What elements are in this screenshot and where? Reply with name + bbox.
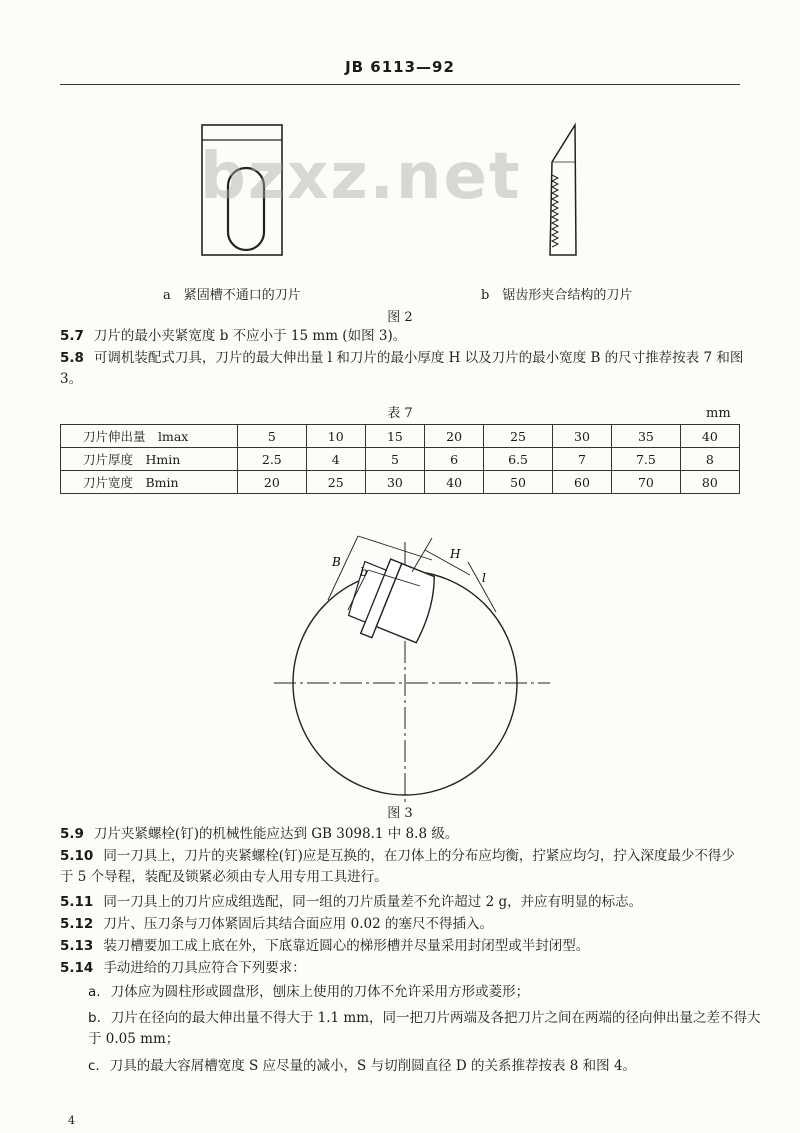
label-B: B — [332, 555, 341, 569]
clause-number: 5.12 — [60, 916, 94, 932]
table-cell: 5 — [238, 425, 307, 448]
label-H: H — [450, 547, 461, 561]
table-cell: 7 — [552, 448, 611, 471]
table-row — [61, 471, 740, 494]
clause-text: 刀片的最小夹紧宽度 b 不应小于 15 mm (如图 3)。 — [93, 328, 407, 344]
clause-text: 装刀槽要加工成上底在外，下底靠近圆心的梯形槽并尽量采用封闭型或半封闭型。 — [103, 938, 590, 954]
clause-number: 5.14 — [60, 960, 94, 976]
table-7 — [60, 424, 740, 494]
label-l: l — [482, 571, 486, 585]
table-row — [61, 448, 740, 471]
clause-5-12 — [60, 914, 745, 935]
item-mark: b. — [88, 1010, 101, 1026]
clause-text: 刀片夹紧螺栓(钉)的机械性能应达到 GB 3098.1 中 8.8 级。 — [93, 826, 459, 842]
item-text: 刀具的最大容屑槽宽度 S 应尽量的减小，S 与切削圆直径 D 的关系推荐按表 8 和图 4。 — [109, 1058, 637, 1074]
clause-5-13 — [60, 936, 745, 957]
figure-3-drawing — [260, 520, 560, 810]
item-c — [60, 1056, 773, 1077]
clause-5-10 — [60, 846, 745, 888]
table-row — [61, 425, 740, 448]
table-cell: 40 — [425, 471, 484, 494]
table-cell: 4 — [306, 448, 365, 471]
figure-2-title: 图 2 — [387, 310, 413, 325]
item-a — [60, 982, 773, 1003]
clause-number: 5.10 — [60, 848, 94, 864]
page-number: 4 — [68, 1114, 75, 1127]
row-label: 刀片宽度 Bmin — [61, 471, 238, 494]
table-cell: 15 — [365, 425, 424, 448]
table-cell: 20 — [238, 471, 307, 494]
figure-2b-caption: b 锯齿形夹合结构的刀片 — [481, 288, 633, 303]
table-cell: 70 — [612, 471, 681, 494]
item-b — [60, 1008, 773, 1050]
clause-text: 同一刀具上，刀片的夹紧螺栓(钉)应是互换的，在刀体上的分布应均衡，拧紧应均匀，拧入深度最少不得少于 5 个导程，装配及锁紧必须由专人用专用工具进行。 — [60, 848, 735, 885]
figure-2a-caption: a 紧固槽不通口的刀片 — [163, 288, 301, 303]
table-cell: 6.5 — [484, 448, 553, 471]
clause-number: 5.9 — [60, 826, 84, 842]
clause-text: 可调机装配式刀具，刀片的最大伸出量 l 和刀片的最小厚度 H 以及刀片的最小宽度 B 的尺寸推荐按表 7 和图 3。 — [60, 350, 744, 387]
item-mark: c. — [88, 1058, 100, 1074]
figure-3-title: 图 3 — [387, 806, 413, 821]
clause-5-9 — [60, 824, 745, 845]
table-cell: 2.5 — [238, 448, 307, 471]
item-text: 刀片在径向的最大伸出量不得大于 1.1 mm，同一把刀片两端及各把刀片之间在两端的径向伸出量之差不得大于 0.05 mm； — [88, 1010, 761, 1047]
table-cell: 35 — [612, 425, 681, 448]
clause-text: 手动进给的刀具应符合下列要求： — [103, 960, 306, 976]
label-b: b — [360, 565, 368, 579]
table-cell: 40 — [680, 425, 739, 448]
clause-text: 同一刀具上的刀片应成组选配，同一组的刀片质量差不允许超过 2 g，并应有明显的标志。 — [103, 894, 643, 910]
clause-5-11 — [60, 892, 745, 913]
clause-5-14 — [60, 958, 745, 979]
table-cell: 30 — [365, 471, 424, 494]
table-cell: 7.5 — [612, 448, 681, 471]
table-cell: 6 — [425, 448, 484, 471]
table-7-title: 表 7 — [387, 406, 413, 421]
clause-number: 5.13 — [60, 938, 94, 954]
clause-5-8 — [60, 348, 745, 390]
row-label: 刀片厚度 Hmin — [61, 448, 238, 471]
table-cell: 50 — [484, 471, 553, 494]
row-label: 刀片伸出量 lmax — [61, 425, 238, 448]
table-cell: 60 — [552, 471, 611, 494]
blade-assembly — [339, 550, 442, 654]
clause-number: 5.8 — [60, 350, 84, 366]
table-cell: 10 — [306, 425, 365, 448]
table-cell: 8 — [680, 448, 739, 471]
table-cell: 20 — [425, 425, 484, 448]
item-mark: a. — [88, 984, 101, 1000]
table-cell: 5 — [365, 448, 424, 471]
table-cell: 80 — [680, 471, 739, 494]
standard-number-header: JB 6113—92 — [345, 58, 455, 76]
clause-5-7 — [60, 326, 745, 347]
clause-number: 5.7 — [60, 328, 84, 344]
header-rule — [60, 84, 740, 85]
table-cell: 30 — [552, 425, 611, 448]
item-text: 刀体应为圆柱形或圆盘形，刨床上使用的刀体不允许采用方形或菱形； — [110, 984, 530, 1000]
clause-number: 5.11 — [60, 894, 94, 910]
table-7-unit: mm — [706, 406, 731, 421]
watermark-text: bzxz.net — [200, 140, 522, 214]
clause-text: 刀片、压刀条与刀体紧固后其结合面应用 0.02 的塞尺不得插入。 — [103, 916, 493, 932]
blade-b-drawing — [550, 125, 576, 255]
table-cell: 25 — [484, 425, 553, 448]
table-cell: 25 — [306, 471, 365, 494]
